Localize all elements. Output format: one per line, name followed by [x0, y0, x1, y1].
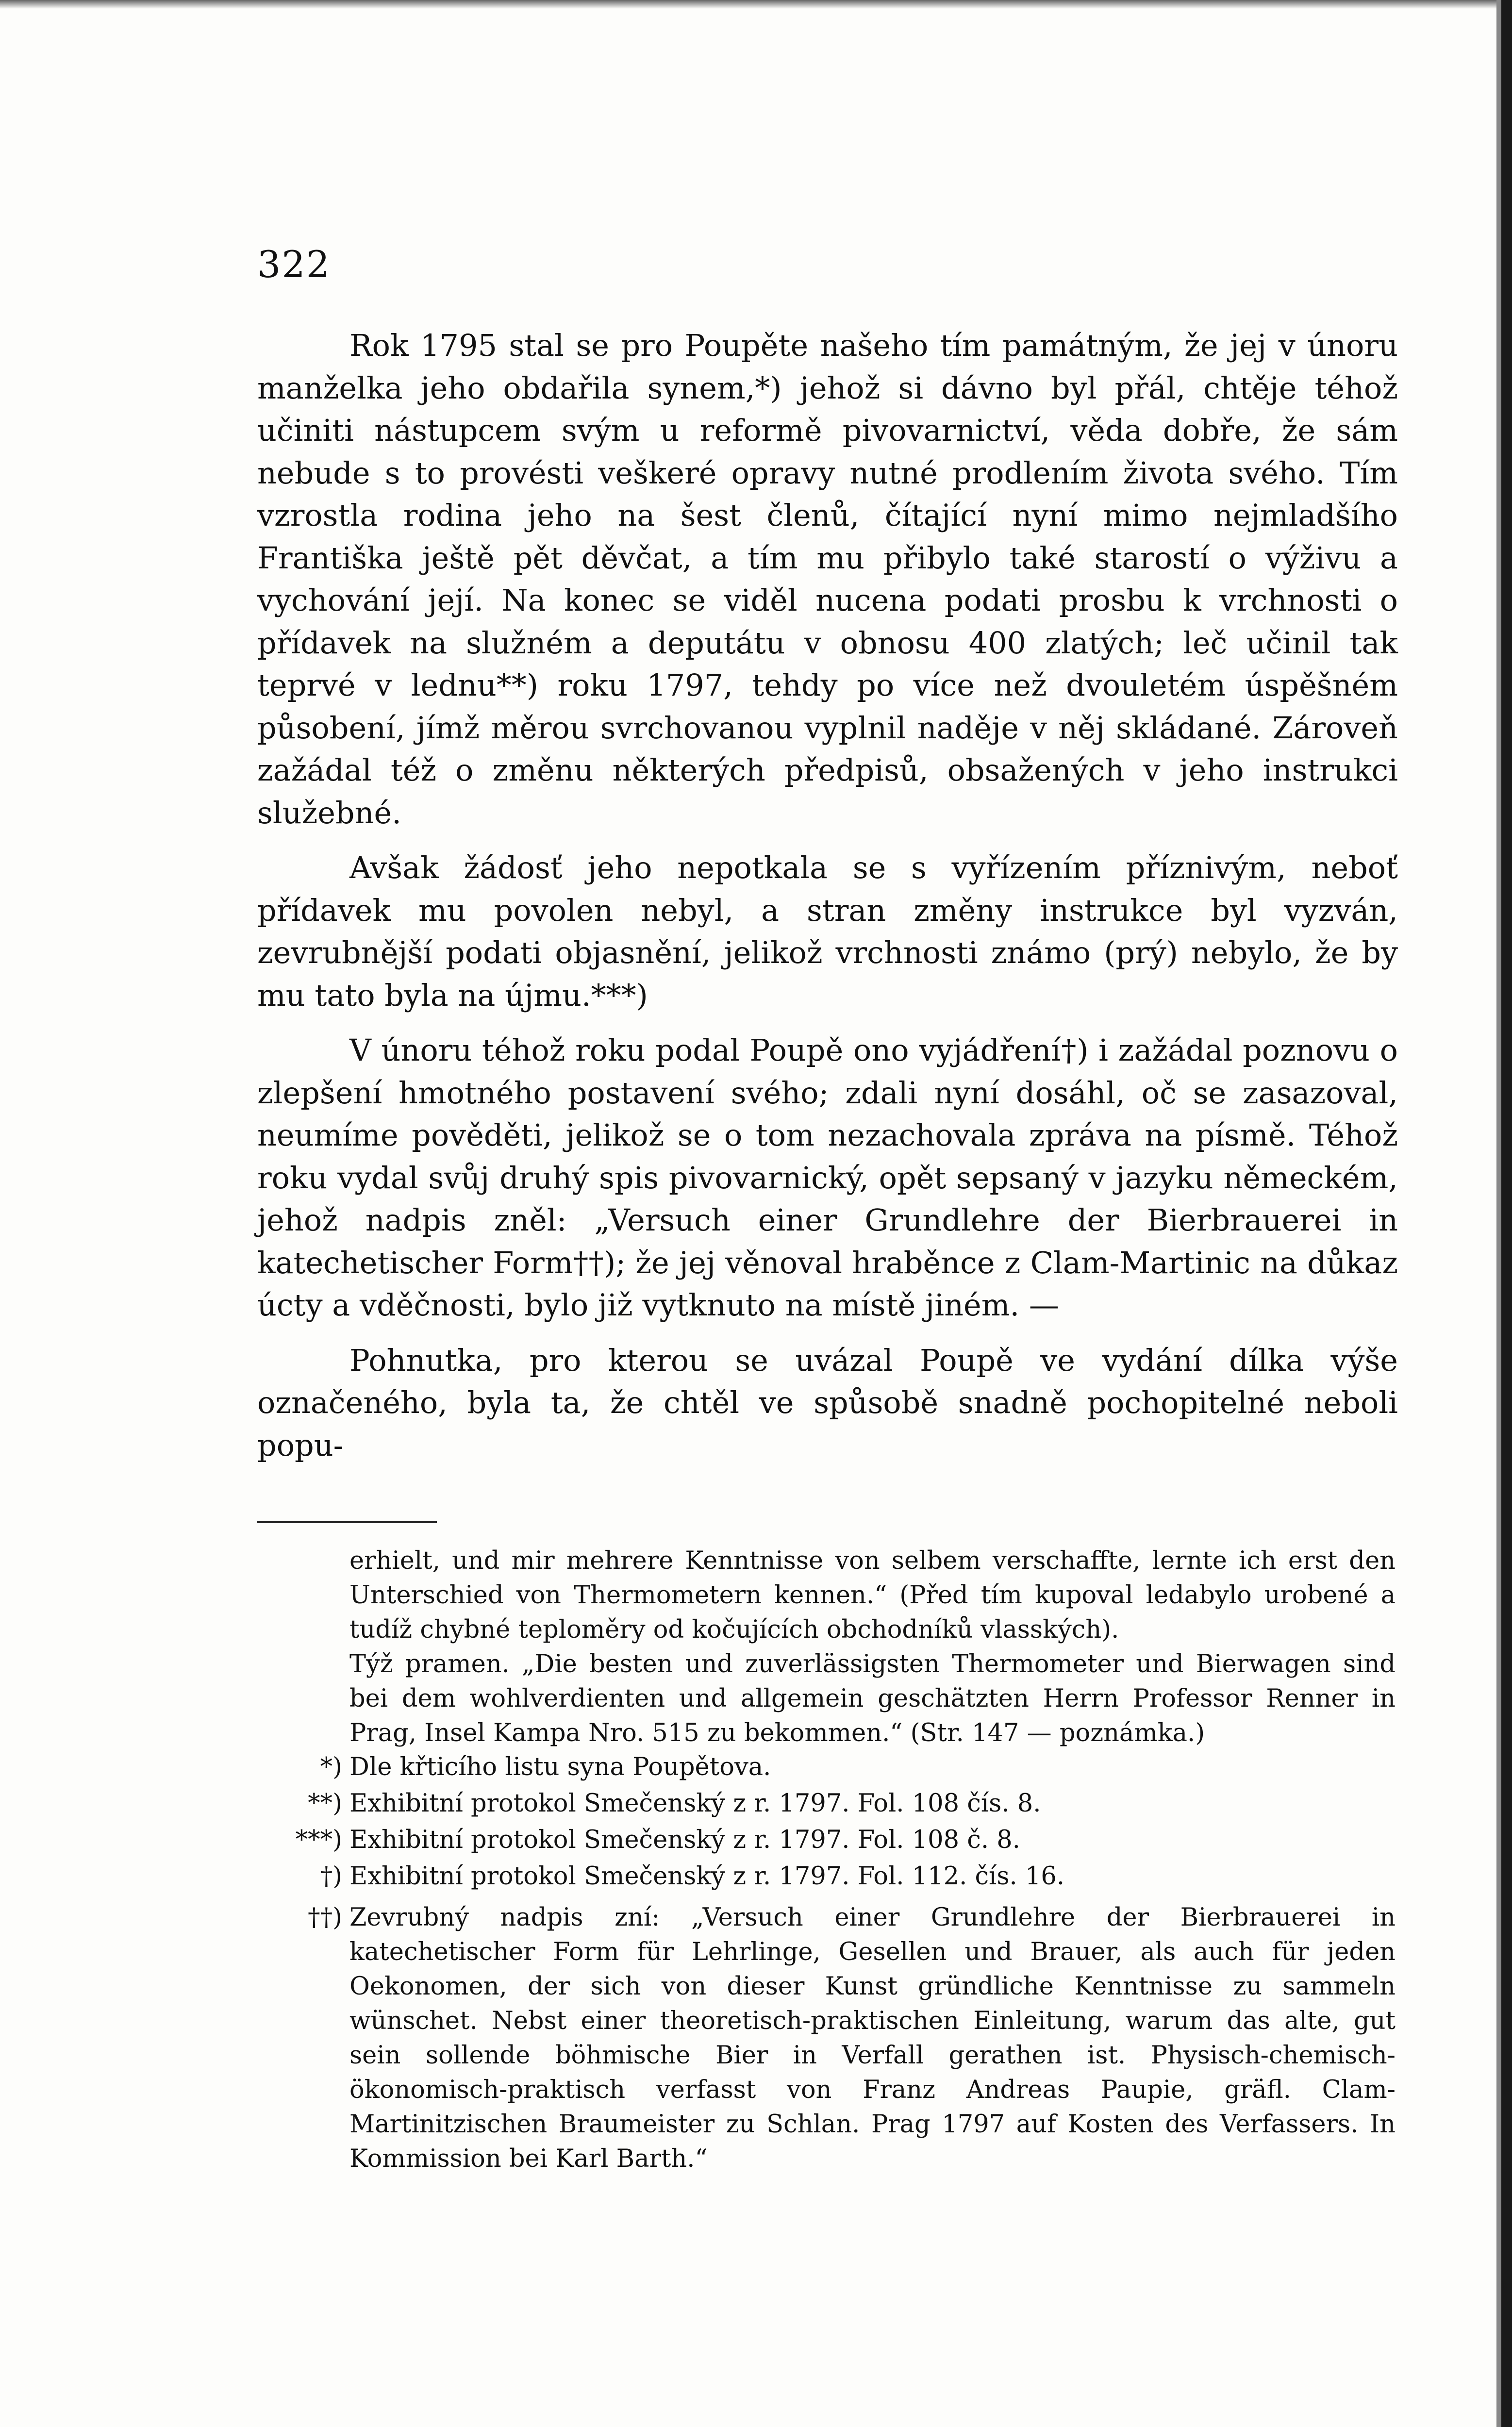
main-text: [257, 324, 1398, 1466]
footnote-text: Dle křticího listu syna Poupětova.: [349, 1753, 771, 1781]
footnote-separator: [257, 1521, 437, 1523]
footnote-text: Exhibitní protokol Smečenský z r. 1797. Fol. 108 čís. 8.: [349, 1789, 1041, 1818]
footnote-mark: †): [320, 1862, 342, 1891]
footnote-item: [308, 1786, 1396, 1821]
paragraph-4: Pohnutka, pro kterou se uvázal Poupě ve vydání dílka výše označeného, byla ta, že chtěl ve spůsobě snadně pochopitelné neboli popu-: [257, 1342, 1398, 1463]
page-number: 322: [257, 243, 331, 286]
footnote-list: [295, 1750, 1396, 2176]
footnote-item: [295, 1823, 1396, 1857]
paragraph-2: Avšak žádosť jeho nepotkala se s vyřízením příznivým, neboť přídavek mu povolen nebyl, a stran změny instrukce byl vyzván, zevrubnější podati objasnění, jelikož vrchnosti známo (prý) nebylo, že by mu tato byla na újmu.***): [257, 850, 1398, 1013]
footnote-mark: ††): [308, 1903, 342, 1932]
footnote-mark: **): [308, 1789, 342, 1818]
footnote-text: Exhibitní protokol Smečenský z r. 1797. Fol. 112. čís. 16.: [349, 1862, 1065, 1891]
footnote-mark: *): [320, 1753, 342, 1781]
footnote-mark: ***): [295, 1826, 342, 1854]
scan-right-edge: [1501, 0, 1512, 2427]
scan-edge-shadow: [1496, 0, 1501, 2427]
paragraph-1: Rok 1795 stal se pro Poupěte našeho tím památným, že jej v únoru manželka jeho obdařila synem,*) jehož si dávno byl přál, chtěje téhož učiniti nástupcem svým u reformě pivovarnictví, věda dobře, že sám nebude s to provésti veškeré opravy nutné prodlením života svého. Tím vzrostla rodina jeho na šest členů, čítající nyní mimo nejmladšího Františka ještě pět děvčat, a tím mu přibylo také starostí o výživu a vychování její. Na konec se viděl nucena podati prosbu k vrchnosti o přídavek na služném a deputátu v obnosu 400 zlatých; leč učinil tak teprvé v lednu**) roku 1797, tehdy po více než dvouletém úspěšném působení, jímž měrou svrchovanou vyplnil naděje v něj skládané. Zároveň zažádal též o změnu některých předpisů, obsažených v jeho instrukci služebné.: [257, 328, 1398, 831]
footnote-continuation-text: erhielt, und mir mehrere Kenntnisse von selbem verschaffte, lernte ich erst den Unterschied von Thermometern kennen.“ (Před tím kupoval ledabylo urobené a tudíž chybné teploměry od kočujících obchodníků vlasských).: [349, 1546, 1396, 1644]
paragraph-3: V únoru téhož roku podal Poupě ono vyjádření†) i zažádal poznovu o zlepšení hmotného postavení svého; zdali nyní dosáhl, oč se zasazoval, neumíme pověděti, jelikož se o tom nezachovala zpráva na písmě. Téhož roku vydal svůj druhý spis pivovarnický, opět sepsaný v jazyku německém, jehož nadpis zněl: „Versuch einer Grundlehre der Bierbrauerei in katechetischer Form††); že jej věnoval hraběnce z Clam-Martinic na důkaz úcty a vděčnosti, bylo již vytknuto na místě jiném. —: [257, 1032, 1398, 1323]
footnote-item: [320, 1859, 1396, 1894]
scan-top-edge: [0, 0, 1512, 9]
footnote-tyz-pramen: Týž pramen. „Die besten und zuverlässigsten Thermometer und Bierwagen sind bei dem wohlverdienten und allgemein geschätzten Herrn Professor Renner in Prag, Insel Kampa Nro. 515 zu bekommen.“ (Str. 147 — poznámka.): [349, 1650, 1396, 1747]
footnote-item: [308, 1900, 1396, 2176]
footnote-text: Exhibitní protokol Smečenský z r. 1797. Fol. 108 č. 8.: [349, 1826, 1020, 1854]
footnote-item: [320, 1750, 1396, 1784]
footnote-text: Zevrubný nadpis zní: „Versuch einer Grundlehre der Bierbrauerei in katechetischer Form für Lehrlinge, Gesellen und Brauer, als auch für jeden Oekonomen, der sich von dieser Kunst gründliche Kenntnisse zu sammeln wünschet. Nebst einer theoretisch-praktischen Einleitung, warum das alte, gut sein sollende böhmische Bier in Verfall gerathen ist. Physisch-chemisch-ökonomisch-praktisch verfasst von Franz Andreas Paupie, gräfl. Clam-Martinitzischen Braumeister zu Schlan. Prag 1797 auf Kosten des Verfassers. In Kommission bei Karl Barth.“: [349, 1903, 1396, 2173]
footnote-continuation: [349, 1544, 1396, 1750]
